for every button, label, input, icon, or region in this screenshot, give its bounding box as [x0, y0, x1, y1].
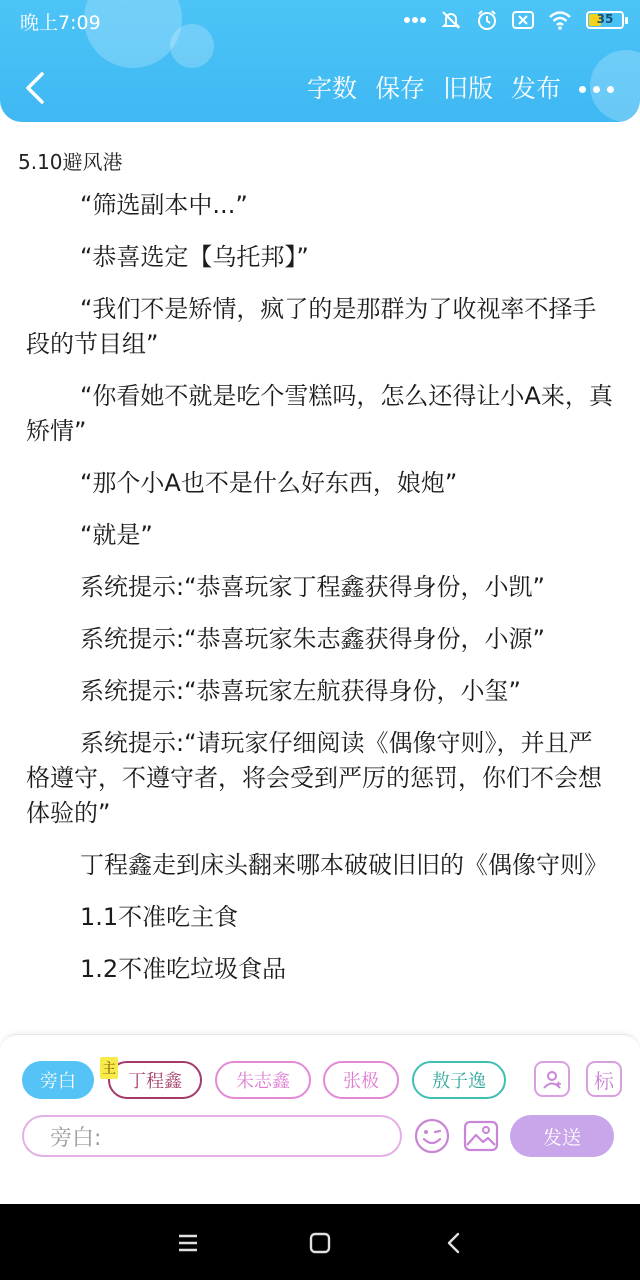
role-chip-narration[interactable]: 旁白 — [22, 1061, 94, 1099]
image-icon[interactable] — [462, 1117, 500, 1155]
paragraph: 1.2不准吃垃圾食品 — [80, 955, 287, 983]
back-triangle-icon[interactable] — [441, 1230, 467, 1256]
dialogue-input[interactable] — [22, 1115, 402, 1157]
input-placeholder: 旁白: — [50, 1125, 102, 1151]
system-nav-bar — [0, 1204, 640, 1280]
save-button[interactable]: 保存 — [374, 74, 425, 103]
paragraph: 系统提示:“请玩家仔细阅读《偶像守则》，并且严格遵守，不遵守者，将会受到严厉的惩罚，你们不会想体验的” — [26, 729, 602, 827]
battery-level: 35 — [596, 12, 614, 26]
character-card-icon[interactable] — [534, 1061, 570, 1097]
more-options-icon[interactable] — [570, 70, 622, 108]
paragraph: “就是” — [80, 521, 153, 549]
editor-toolbar — [298, 70, 622, 108]
tag-icon[interactable] — [586, 1061, 622, 1097]
paragraph: 1.1不准吃主食 — [80, 903, 239, 931]
paragraph: “筛选副本中...” — [80, 191, 248, 219]
paragraph: “我们不是矫情，疯了的是那群为了收视率不择手段的节目组” — [26, 295, 597, 358]
send-button[interactable]: 发送 — [510, 1115, 614, 1157]
more-dots-icon — [404, 16, 426, 24]
paragraph: “恭喜选定【乌托邦】” — [80, 243, 309, 271]
mute-icon — [440, 9, 462, 31]
role-chip-ao-ziyi[interactable]: 敖子逸 — [412, 1061, 506, 1099]
paragraph: 系统提示:“恭喜玩家丁程鑫获得身份，小凯” — [80, 573, 545, 601]
word-count-button[interactable]: 字数 — [306, 74, 357, 103]
tag-icon-label: 标 — [594, 1068, 614, 1093]
status-icons — [404, 6, 624, 34]
alarm-icon — [476, 9, 498, 31]
status-time: 晚上7:09 — [20, 12, 101, 34]
emoji-icon[interactable] — [413, 1117, 451, 1155]
battery-icon — [586, 11, 624, 29]
home-square-icon[interactable] — [307, 1230, 333, 1256]
publish-button[interactable]: 发布 — [510, 74, 561, 103]
back-chevron-icon[interactable] — [18, 70, 54, 106]
paragraph: “你看她不就是吃个雪糕吗，怎么还得让小A来，真矫情” — [26, 382, 613, 445]
chapter-title[interactable]: 5.10避风港 — [18, 150, 123, 174]
chapter-content[interactable] — [26, 188, 616, 1004]
composer-panel — [0, 1034, 640, 1205]
paragraph: 丁程鑫走到床头翻来哪本破破旧旧的《偶像守则》 — [80, 851, 608, 879]
paragraph: 系统提示:“恭喜玩家左航获得身份，小玺” — [80, 677, 521, 705]
wifi-icon — [548, 10, 572, 30]
role-chip-zhu-zhixin[interactable]: 朱志鑫 — [215, 1061, 311, 1099]
role-chip-ding-chengxin[interactable]: 丁程鑫 — [108, 1061, 202, 1099]
main-role-badge: 主 — [100, 1057, 118, 1079]
paragraph: 系统提示:“恭喜玩家朱志鑫获得身份，小源” — [80, 625, 545, 653]
paragraph: “那个小A也不是什么好东西，娘炮” — [80, 469, 458, 497]
old-version-button[interactable]: 旧版 — [442, 74, 493, 103]
status-bar — [0, 0, 640, 40]
role-chip-zhang-ji[interactable]: 张极 — [323, 1061, 399, 1099]
app-header — [0, 0, 640, 122]
sim-off-icon — [512, 10, 534, 30]
menu-icon[interactable] — [175, 1230, 201, 1256]
